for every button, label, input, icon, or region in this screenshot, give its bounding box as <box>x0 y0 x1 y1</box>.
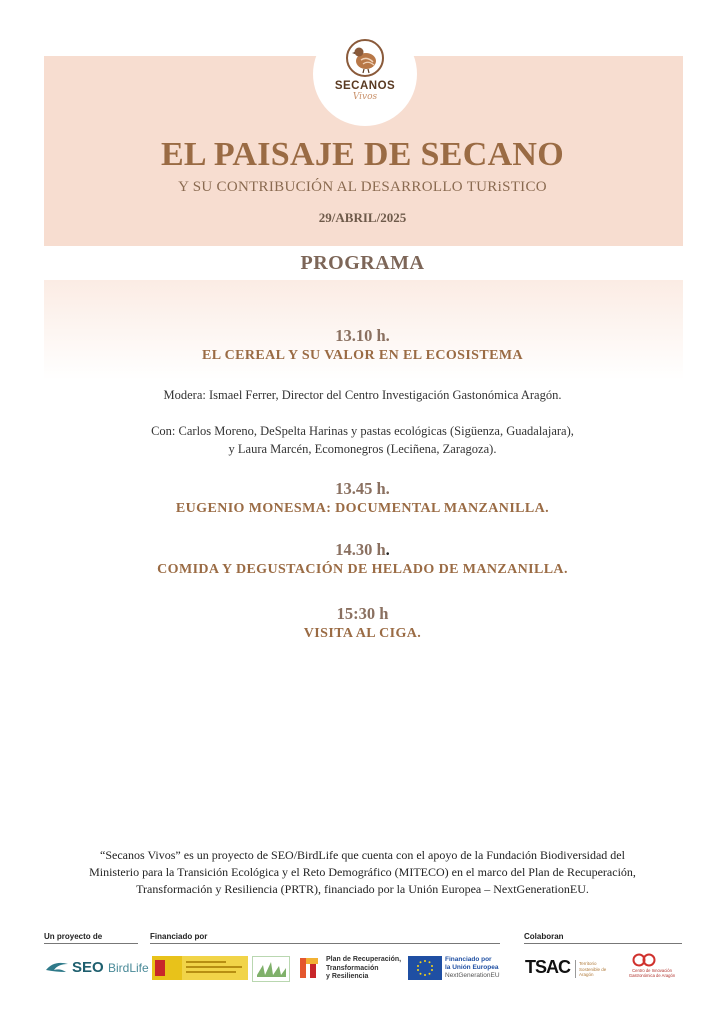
coat-of-arms-icon <box>155 960 165 976</box>
session-title: VISITA AL CIGA. <box>303 626 422 641</box>
session-time-value: 14.30 h <box>335 540 386 559</box>
tsac-subtitle: Territorio Sostenible de Aragón <box>579 961 607 977</box>
programa-heading: PROGRAMA <box>300 252 425 274</box>
prtr-line: y Resiliencia <box>326 973 369 980</box>
session-title: EL CEREAL Y SU VALOR EN EL ECOSISTEMA <box>202 348 523 363</box>
funded-divider <box>150 943 500 944</box>
ministry-text-bar <box>186 966 242 968</box>
ciga-logo <box>622 953 682 981</box>
session-time: 15:30 h <box>336 604 389 623</box>
ministry-text-bar <box>186 961 226 963</box>
tsac-divider <box>575 960 576 978</box>
page-title: EL PAISAJE DE SECANO <box>160 136 565 173</box>
birdlife-text: BirdLife <box>108 961 149 975</box>
prtr-logo <box>298 955 406 981</box>
page-subtitle: Y SU CONTRIBUCIÓN AL DESARROLLO TURiSTICO <box>178 179 547 195</box>
event-date: 29/ABRIL/2025 <box>318 210 407 225</box>
prtr-line: Transformación <box>326 964 379 972</box>
panel-text-line-2: y Laura Marcén, Ecomonegros (Leciñena, Zaragoza). <box>228 442 497 456</box>
funding-line: Ministerio para la Transición Ecológica y el Reto Demográfico (MITECO) en el marco del Plan de Recuperación, <box>89 865 636 879</box>
project-divider <box>44 943 138 944</box>
logo-name: SECANOS <box>334 80 396 92</box>
collab-label: Colaboran <box>524 932 564 941</box>
seo-birdlife-logo <box>44 956 149 980</box>
ciga-text: Centro de Innovación Gastronómica de Aragón <box>628 968 676 978</box>
seo-bird-icon <box>44 958 70 978</box>
collab-divider <box>524 943 682 944</box>
eu-nextgen-logo <box>408 955 504 981</box>
funded-label: Financiado por <box>150 932 208 941</box>
session-time <box>0 540 725 560</box>
prtr-line: Plan de Recuperación, <box>326 956 402 963</box>
project-label: Un proyecto de <box>44 932 103 941</box>
partridge-icon <box>345 38 385 78</box>
funding-statement <box>50 847 675 898</box>
session-title: EUGENIO MONESMA: DOCUMENTAL MANZANILLA. <box>175 501 550 516</box>
prtr-icon <box>298 956 322 980</box>
panel-text-line-1: Con: Carlos Moreno, DeSpelta Harinas y pastas ecológicas (Sigüenza, Guadalajara), <box>151 424 574 438</box>
session-title: COMIDA Y DEGUSTACIÓN DE HELADO DE MANZANILLA. <box>157 562 568 577</box>
gobierno-espana-logo <box>152 956 248 980</box>
tsac-logo <box>525 957 609 981</box>
eu-line: Financiado por <box>445 956 492 963</box>
funding-line: “Secanos Vivos” es un proyecto de SEO/BirdLife que cuenta con el apoyo de la Fundación Biodiversidad del <box>100 848 625 862</box>
tsac-text: TSAC <box>525 957 570 977</box>
ministry-block <box>182 956 248 980</box>
logo-script: Vivos <box>352 92 378 102</box>
session-time: 13.45 h. <box>335 479 390 498</box>
funding-line: Transformación y Resiliencia (PRTR), financiado por la Unión Europea – NextGenerationEU. <box>136 882 589 896</box>
fundacion-biodiversidad-logo <box>252 956 290 982</box>
eu-line: NextGenerationEU <box>445 972 500 979</box>
seo-text: SEO <box>72 959 104 976</box>
grass-icon <box>253 957 289 981</box>
ministry-text-bar <box>186 971 236 973</box>
secanos-vivos-logo <box>313 22 417 126</box>
session-time-suffix: . <box>385 540 390 559</box>
eu-line: la Unión Europea <box>445 964 499 971</box>
moderator-text: Modera: Ismael Ferrer, Director del Centro Investigación Gastonómica Aragón. <box>163 388 562 402</box>
eu-flag-icon <box>408 956 442 980</box>
ciga-icon <box>630 953 658 967</box>
session-time: 13.10 h. <box>335 326 390 345</box>
